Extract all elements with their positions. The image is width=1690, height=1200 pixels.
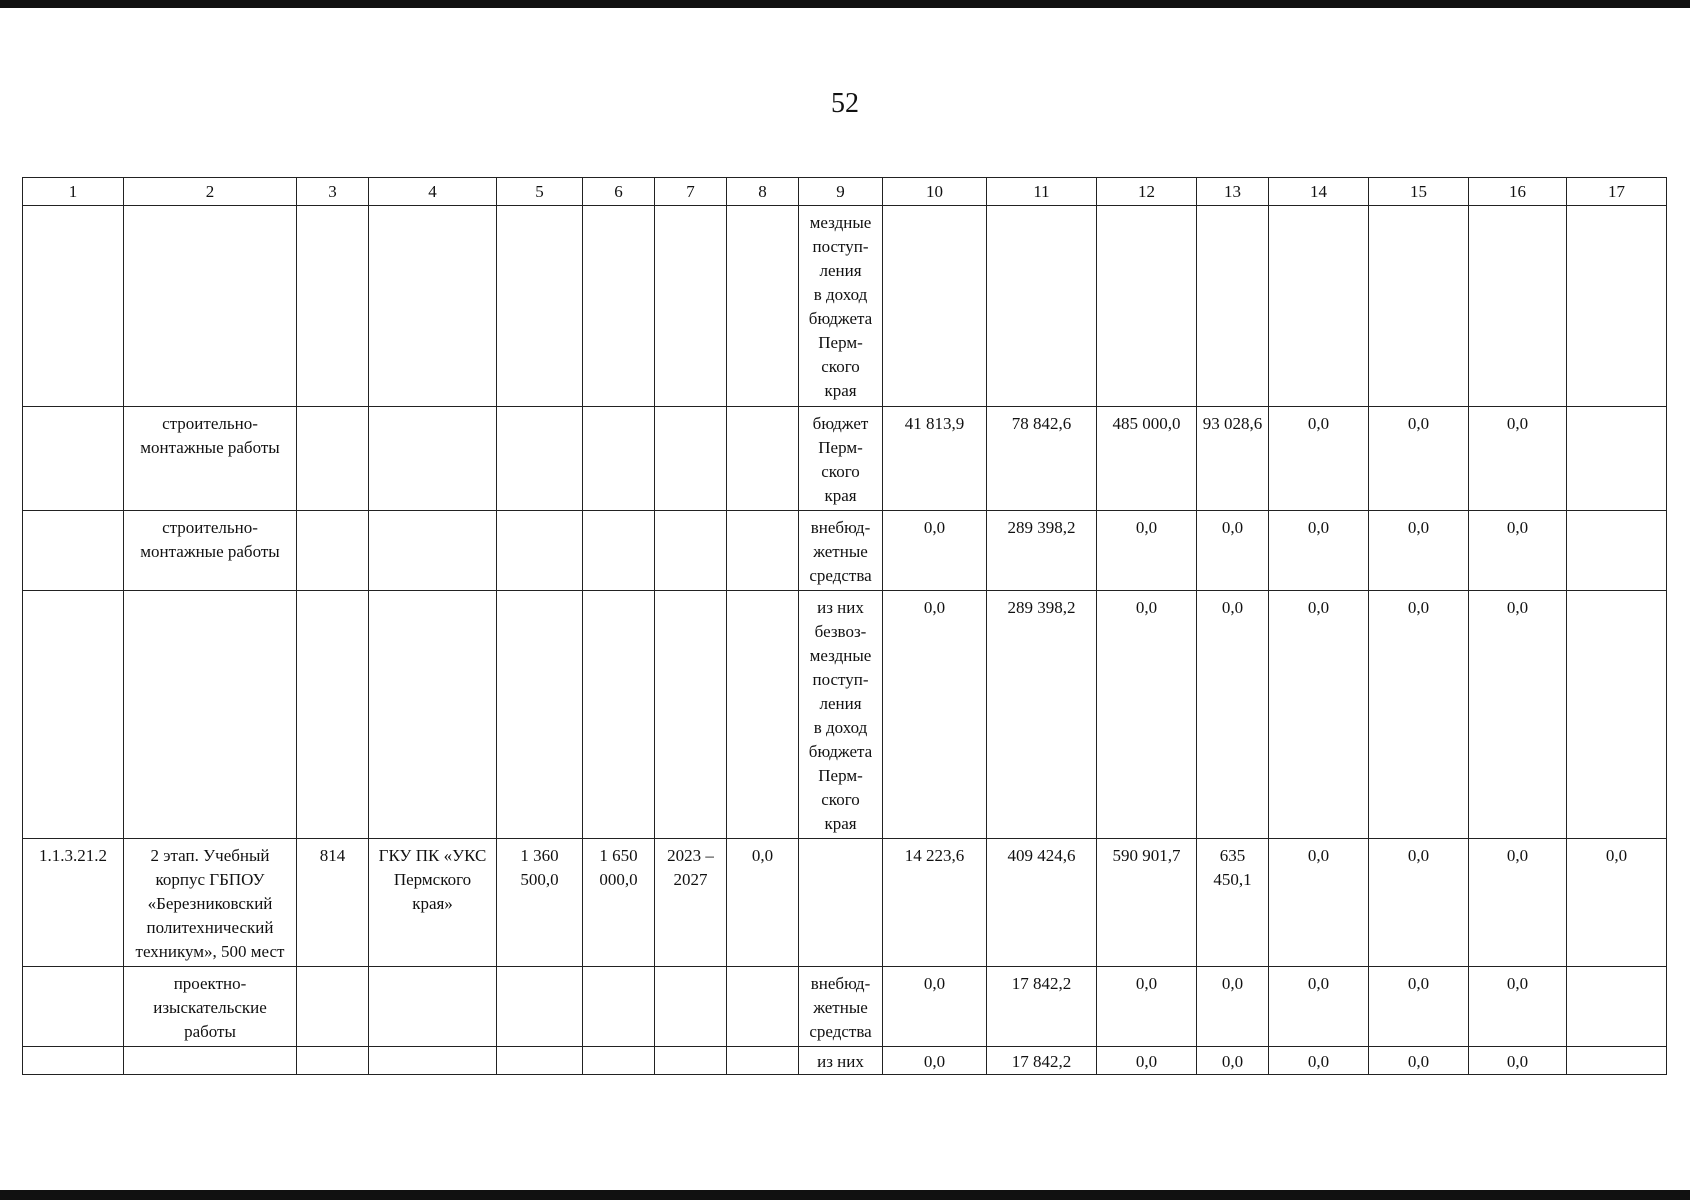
table-cell-col-17 [1567,206,1667,407]
header-cell: 11 [987,178,1097,206]
table-cell-col-3 [297,967,369,1047]
table-cell-col-5 [497,591,583,839]
table-cell-col-14 [1269,206,1369,407]
table-cell-col-17 [1567,591,1667,839]
table-cell-col-1 [23,967,124,1047]
table-cell-col-8 [727,1047,799,1075]
header-cell: 3 [297,178,369,206]
table-cell-col-15: 0,0 [1369,967,1469,1047]
table-cell-col-8 [727,206,799,407]
table-cell-col-4 [369,591,497,839]
table-cell-col-9: из них [799,1047,883,1075]
table-cell-col-16: 0,0 [1469,591,1567,839]
table-cell-col-11: 409 424,6 [987,839,1097,967]
header-cell: 8 [727,178,799,206]
table-cell-col-10: 41 813,9 [883,407,987,511]
table-cell-col-6 [583,407,655,511]
table-cell-col-2: строительно- монтажные работы [124,407,297,511]
table-cell-col-8 [727,511,799,591]
page-number: 52 [831,88,859,119]
table-cell-col-12: 590 901,7 [1097,839,1197,967]
table-cell-col-11 [987,206,1097,407]
table-cell-col-6 [583,1047,655,1075]
header-cell: 7 [655,178,727,206]
table-cell-col-16: 0,0 [1469,967,1567,1047]
table-cell-col-12 [1097,206,1197,407]
table-cell-col-5 [497,407,583,511]
table-cell-col-7: 2023 – 2027 [655,839,727,967]
table-cell-col-1 [23,511,124,591]
table-cell-col-16 [1469,206,1567,407]
header-cell: 15 [1369,178,1469,206]
table-cell-col-13: 93 028,6 [1197,407,1269,511]
table-cell-col-3: 814 [297,839,369,967]
table-row [23,967,1667,1047]
table-cell-col-2: проектно- изыскательские работы [124,967,297,1047]
table-cell-col-14: 0,0 [1269,967,1369,1047]
table-cell-col-16: 0,0 [1469,407,1567,511]
table-cell-col-1: 1.1.3.21.2 [23,839,124,967]
table-cell-col-4 [369,206,497,407]
table-cell-col-10 [883,206,987,407]
table-row [23,407,1667,511]
table-cell-col-9 [799,839,883,967]
table-cell-col-4 [369,1047,497,1075]
header-cell: 17 [1567,178,1667,206]
table-cell-col-14: 0,0 [1269,591,1369,839]
table-cell-col-11: 17 842,2 [987,967,1097,1047]
table-cell-col-6 [583,206,655,407]
table-cell-col-16: 0,0 [1469,839,1567,967]
table-cell-col-11: 289 398,2 [987,511,1097,591]
table-cell-col-11: 78 842,6 [987,407,1097,511]
table-cell-col-12: 0,0 [1097,591,1197,839]
table-cell-col-11: 289 398,2 [987,591,1097,839]
table-cell-col-13: 0,0 [1197,1047,1269,1075]
table-row [23,591,1667,839]
table-cell-col-11: 17 842,2 [987,1047,1097,1075]
table-cell-col-16: 0,0 [1469,511,1567,591]
table-cell-col-6 [583,591,655,839]
table-cell-col-10: 14 223,6 [883,839,987,967]
header-cell: 14 [1269,178,1369,206]
header-cell: 10 [883,178,987,206]
table-cell-col-5 [497,511,583,591]
table-cell-col-9: из них безвоз- мездные поступ- ления в доход бюджета Перм- ского края [799,591,883,839]
table-cell-col-6: 1 650 000,0 [583,839,655,967]
table-cell-col-9: мездные поступ- ления в доход бюджета Перм- ского края [799,206,883,407]
table-cell-col-4: ГКУ ПК «УКС Пермского края» [369,839,497,967]
table-cell-col-10: 0,0 [883,511,987,591]
table-cell-col-6 [583,967,655,1047]
table-cell-col-6 [583,511,655,591]
table-cell-col-15: 0,0 [1369,511,1469,591]
table-cell-col-9: внебюд- жетные средства [799,967,883,1047]
table-cell-col-1 [23,407,124,511]
table-cell-col-13: 0,0 [1197,511,1269,591]
table-cell-col-3 [297,1047,369,1075]
scan-top-edge [0,0,1690,8]
table-cell-col-2 [124,206,297,407]
table-cell-col-3 [297,591,369,839]
table-cell-col-7 [655,591,727,839]
table-cell-col-7 [655,206,727,407]
table-cell-col-3 [297,206,369,407]
budget-table [22,177,1667,1075]
table-cell-col-2 [124,1047,297,1075]
table-cell-col-14: 0,0 [1269,1047,1369,1075]
table-cell-col-8 [727,407,799,511]
table-cell-col-12: 0,0 [1097,511,1197,591]
header-cell: 4 [369,178,497,206]
table-cell-col-8 [727,967,799,1047]
table-cell-col-7 [655,511,727,591]
table-cell-col-3 [297,511,369,591]
table-cell-col-9: внебюд- жетные средства [799,511,883,591]
table-cell-col-15: 0,0 [1369,839,1469,967]
table-cell-col-2 [124,591,297,839]
table-cell-col-4 [369,967,497,1047]
table-cell-col-13 [1197,206,1269,407]
table-cell-col-14: 0,0 [1269,407,1369,511]
column-number-header-row [23,178,1667,206]
table-cell-col-7 [655,407,727,511]
table-cell-col-17 [1567,1047,1667,1075]
table-cell-col-17 [1567,967,1667,1047]
table-cell-col-4 [369,407,497,511]
table-cell-col-2: строительно- монтажные работы [124,511,297,591]
table-cell-col-7 [655,1047,727,1075]
header-cell: 16 [1469,178,1567,206]
header-cell: 2 [124,178,297,206]
table-cell-col-15 [1369,206,1469,407]
table-cell-col-5 [497,1047,583,1075]
table-cell-col-12: 0,0 [1097,967,1197,1047]
table-cell-col-1 [23,591,124,839]
header-cell: 9 [799,178,883,206]
table-cell-col-5: 1 360 500,0 [497,839,583,967]
table-cell-col-14: 0,0 [1269,839,1369,967]
table-cell-col-13: 0,0 [1197,591,1269,839]
table-cell-col-8 [727,591,799,839]
table-cell-col-15: 0,0 [1369,1047,1469,1075]
table-cell-col-3 [297,407,369,511]
table-cell-col-13: 0,0 [1197,967,1269,1047]
table-cell-col-5 [497,206,583,407]
table-row [23,1047,1667,1075]
table-row [23,206,1667,407]
table-row [23,511,1667,591]
table-cell-col-5 [497,967,583,1047]
header-cell: 6 [583,178,655,206]
table-cell-col-1 [23,206,124,407]
table-cell-col-14: 0,0 [1269,511,1369,591]
table-row [23,839,1667,967]
table-cell-col-1 [23,1047,124,1075]
scan-bottom-edge [0,1190,1690,1200]
table-cell-col-15: 0,0 [1369,591,1469,839]
table-cell-col-16: 0,0 [1469,1047,1567,1075]
table-cell-col-8: 0,0 [727,839,799,967]
table-cell-col-9: бюджет Перм- ского края [799,407,883,511]
header-cell: 1 [23,178,124,206]
header-cell: 13 [1197,178,1269,206]
table-cell-col-12: 0,0 [1097,1047,1197,1075]
table-cell-col-17 [1567,511,1667,591]
table-cell-col-7 [655,967,727,1047]
table-cell-col-2: 2 этап. Учебный корпус ГБПОУ «Березниковский политехнический техникум», 500 мест [124,839,297,967]
header-cell: 5 [497,178,583,206]
table-cell-col-17: 0,0 [1567,839,1667,967]
table-cell-col-10: 0,0 [883,967,987,1047]
table-cell-col-4 [369,511,497,591]
table-cell-col-12: 485 000,0 [1097,407,1197,511]
table-cell-col-13: 635 450,1 [1197,839,1269,967]
table-cell-col-15: 0,0 [1369,407,1469,511]
header-cell: 12 [1097,178,1197,206]
table-cell-col-10: 0,0 [883,591,987,839]
table-cell-col-17 [1567,407,1667,511]
table-cell-col-10: 0,0 [883,1047,987,1075]
